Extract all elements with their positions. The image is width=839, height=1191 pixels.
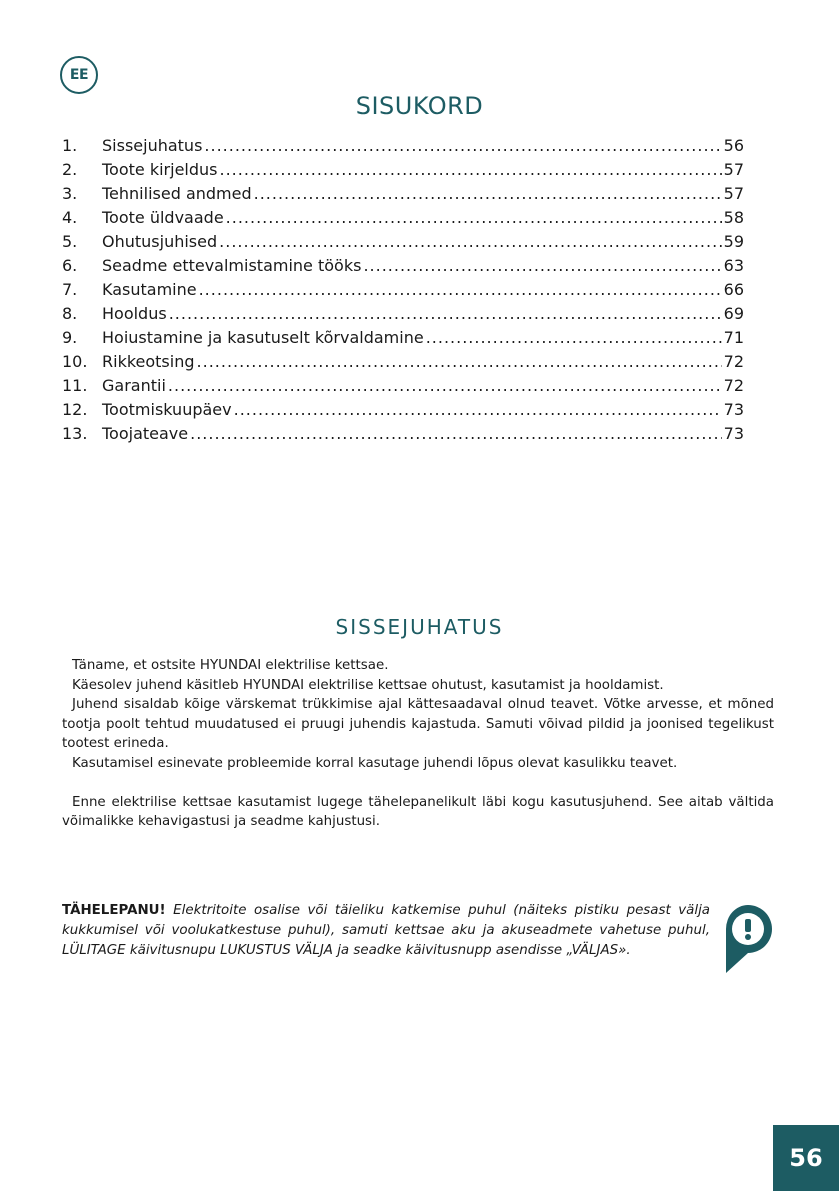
toc-item [62, 326, 744, 350]
toc-item-page: 72 [723, 376, 744, 395]
toc-item-label: Sissejuhatus [102, 136, 203, 155]
toc-item-number: 7. [62, 280, 78, 299]
intro-text [62, 656, 774, 832]
toc-item-page: 57 [723, 160, 744, 179]
toc-leader-dots [168, 374, 722, 398]
toc-item-page: 59 [723, 232, 744, 251]
toc-item-number: 12. [62, 400, 88, 419]
toc-item-label: Tootmiskuupäev [102, 400, 232, 419]
exclamation-icon [722, 903, 774, 975]
toc-item-page: 58 [723, 208, 744, 227]
toc-leader-dots [197, 350, 722, 374]
toc-item-label: Garantii [102, 376, 166, 395]
toc-item [62, 230, 744, 254]
toc-item [62, 254, 744, 278]
toc-item-number: 9. [62, 328, 78, 347]
toc-item-number: 11. [62, 376, 88, 395]
toc-leader-dots [219, 230, 722, 254]
toc-item-label: Hooldus [102, 304, 167, 323]
toc-title: SISUKORD [355, 92, 484, 120]
toc-leader-dots [169, 302, 722, 326]
toc-item-label: Seadme ettevalmistamine tööks [102, 256, 362, 275]
toc-item [62, 374, 744, 398]
toc-item [62, 182, 744, 206]
toc-item-number: 1. [62, 136, 78, 155]
toc-item-page: 71 [723, 328, 744, 347]
toc-leader-dots [363, 254, 721, 278]
table-of-contents [62, 134, 744, 446]
toc-item-number: 8. [62, 304, 78, 323]
toc-item-page: 73 [723, 400, 744, 419]
toc-item-page: 57 [723, 184, 744, 203]
toc-item-label: Toojateave [102, 424, 189, 443]
toc-item-label: Toote kirjeldus [102, 160, 218, 179]
toc-item-number: 4. [62, 208, 78, 227]
toc-item-page: 72 [723, 352, 744, 371]
toc-item-number: 2. [62, 160, 78, 179]
toc-item-page: 73 [723, 424, 744, 443]
toc-item-label: Ohutusjuhised [102, 232, 218, 251]
toc-item-label: Kasutamine [102, 280, 197, 299]
toc-leader-dots [199, 278, 722, 302]
toc-leader-dots [426, 326, 722, 350]
toc-item-label: Tehnilised andmed [102, 184, 252, 203]
intro-paragraph: Juhend sisaldab kõige värskemat trükkimise ajal kättesaadaval olnud teavet. Võtke arvesse, et mõned tootja poolt tehtud muudatused ei pruugi juhendis kajastuda. Samuti võivad pildid ja joonised tegelikust tootest erineda. [62, 697, 774, 751]
toc-leader-dots [254, 182, 722, 206]
warning-text: Elektritoite osalise või täieliku katkemise puhul (näiteks pistiku pesast välja kukkumisel või voolukatkestuse puhul), samuti kettsae aku ja akuseadmete vahetuse puhul, LÜLITAGE käivitusnupu LUKUSTUS VÄLJA ja seadke käivitusnupp asendisse „VÄLJAS». [62, 903, 710, 958]
page-number: 56 [773, 1125, 839, 1191]
toc-item [62, 158, 744, 182]
toc-item-number: 10. [62, 352, 88, 371]
toc-leader-dots [190, 422, 722, 446]
toc-leader-dots [234, 398, 722, 422]
toc-item-number: 6. [62, 256, 78, 275]
toc-item-label: Hoiustamine ja kasutuselt kõrvaldamine [102, 328, 424, 347]
toc-item [62, 350, 744, 374]
intro-paragraph: Käesolev juhend käsitleb HYUNDAI elektrilise kettsae ohutust, kasutamist ja hooldamist. [72, 677, 664, 693]
warning-notice [62, 901, 710, 961]
toc-item [62, 422, 744, 446]
toc-item-label: Toote üldvaade [102, 208, 224, 227]
toc-item-number: 3. [62, 184, 78, 203]
toc-leader-dots [226, 206, 722, 230]
toc-item-label: Rikkeotsing [102, 352, 195, 371]
toc-item [62, 398, 744, 422]
intro-paragraph: Täname, et ostsite HYUNDAI elektrilise kettsae. [72, 658, 389, 673]
toc-item-page: 69 [723, 304, 744, 323]
toc-leader-dots [220, 158, 722, 182]
toc-leader-dots [204, 134, 721, 158]
toc-item [62, 278, 744, 302]
intro-paragraph: Kasutamisel esinevate probleemide korral kasutage juhendi lõpus olevat kasulikku teavet. [72, 755, 678, 771]
toc-item-page: 63 [723, 256, 744, 275]
toc-item-page: 56 [723, 136, 744, 155]
intro-title: SISSEJUHATUS [335, 615, 504, 639]
warning-label: TÄHELEPANU! [62, 903, 166, 918]
language-badge: EE [60, 56, 98, 94]
toc-item-number: 13. [62, 424, 88, 443]
toc-item [62, 302, 744, 326]
toc-item [62, 134, 744, 158]
toc-item-number: 5. [62, 232, 78, 251]
toc-item-page: 66 [723, 280, 744, 299]
intro-paragraph: Enne elektrilise kettsae kasutamist lugege tähelepanelikult läbi kogu kasutusjuhend. See aitab vältida võimalikke kehavigastusi ja seadme kahjustusi. [62, 794, 774, 829]
toc-item [62, 206, 744, 230]
